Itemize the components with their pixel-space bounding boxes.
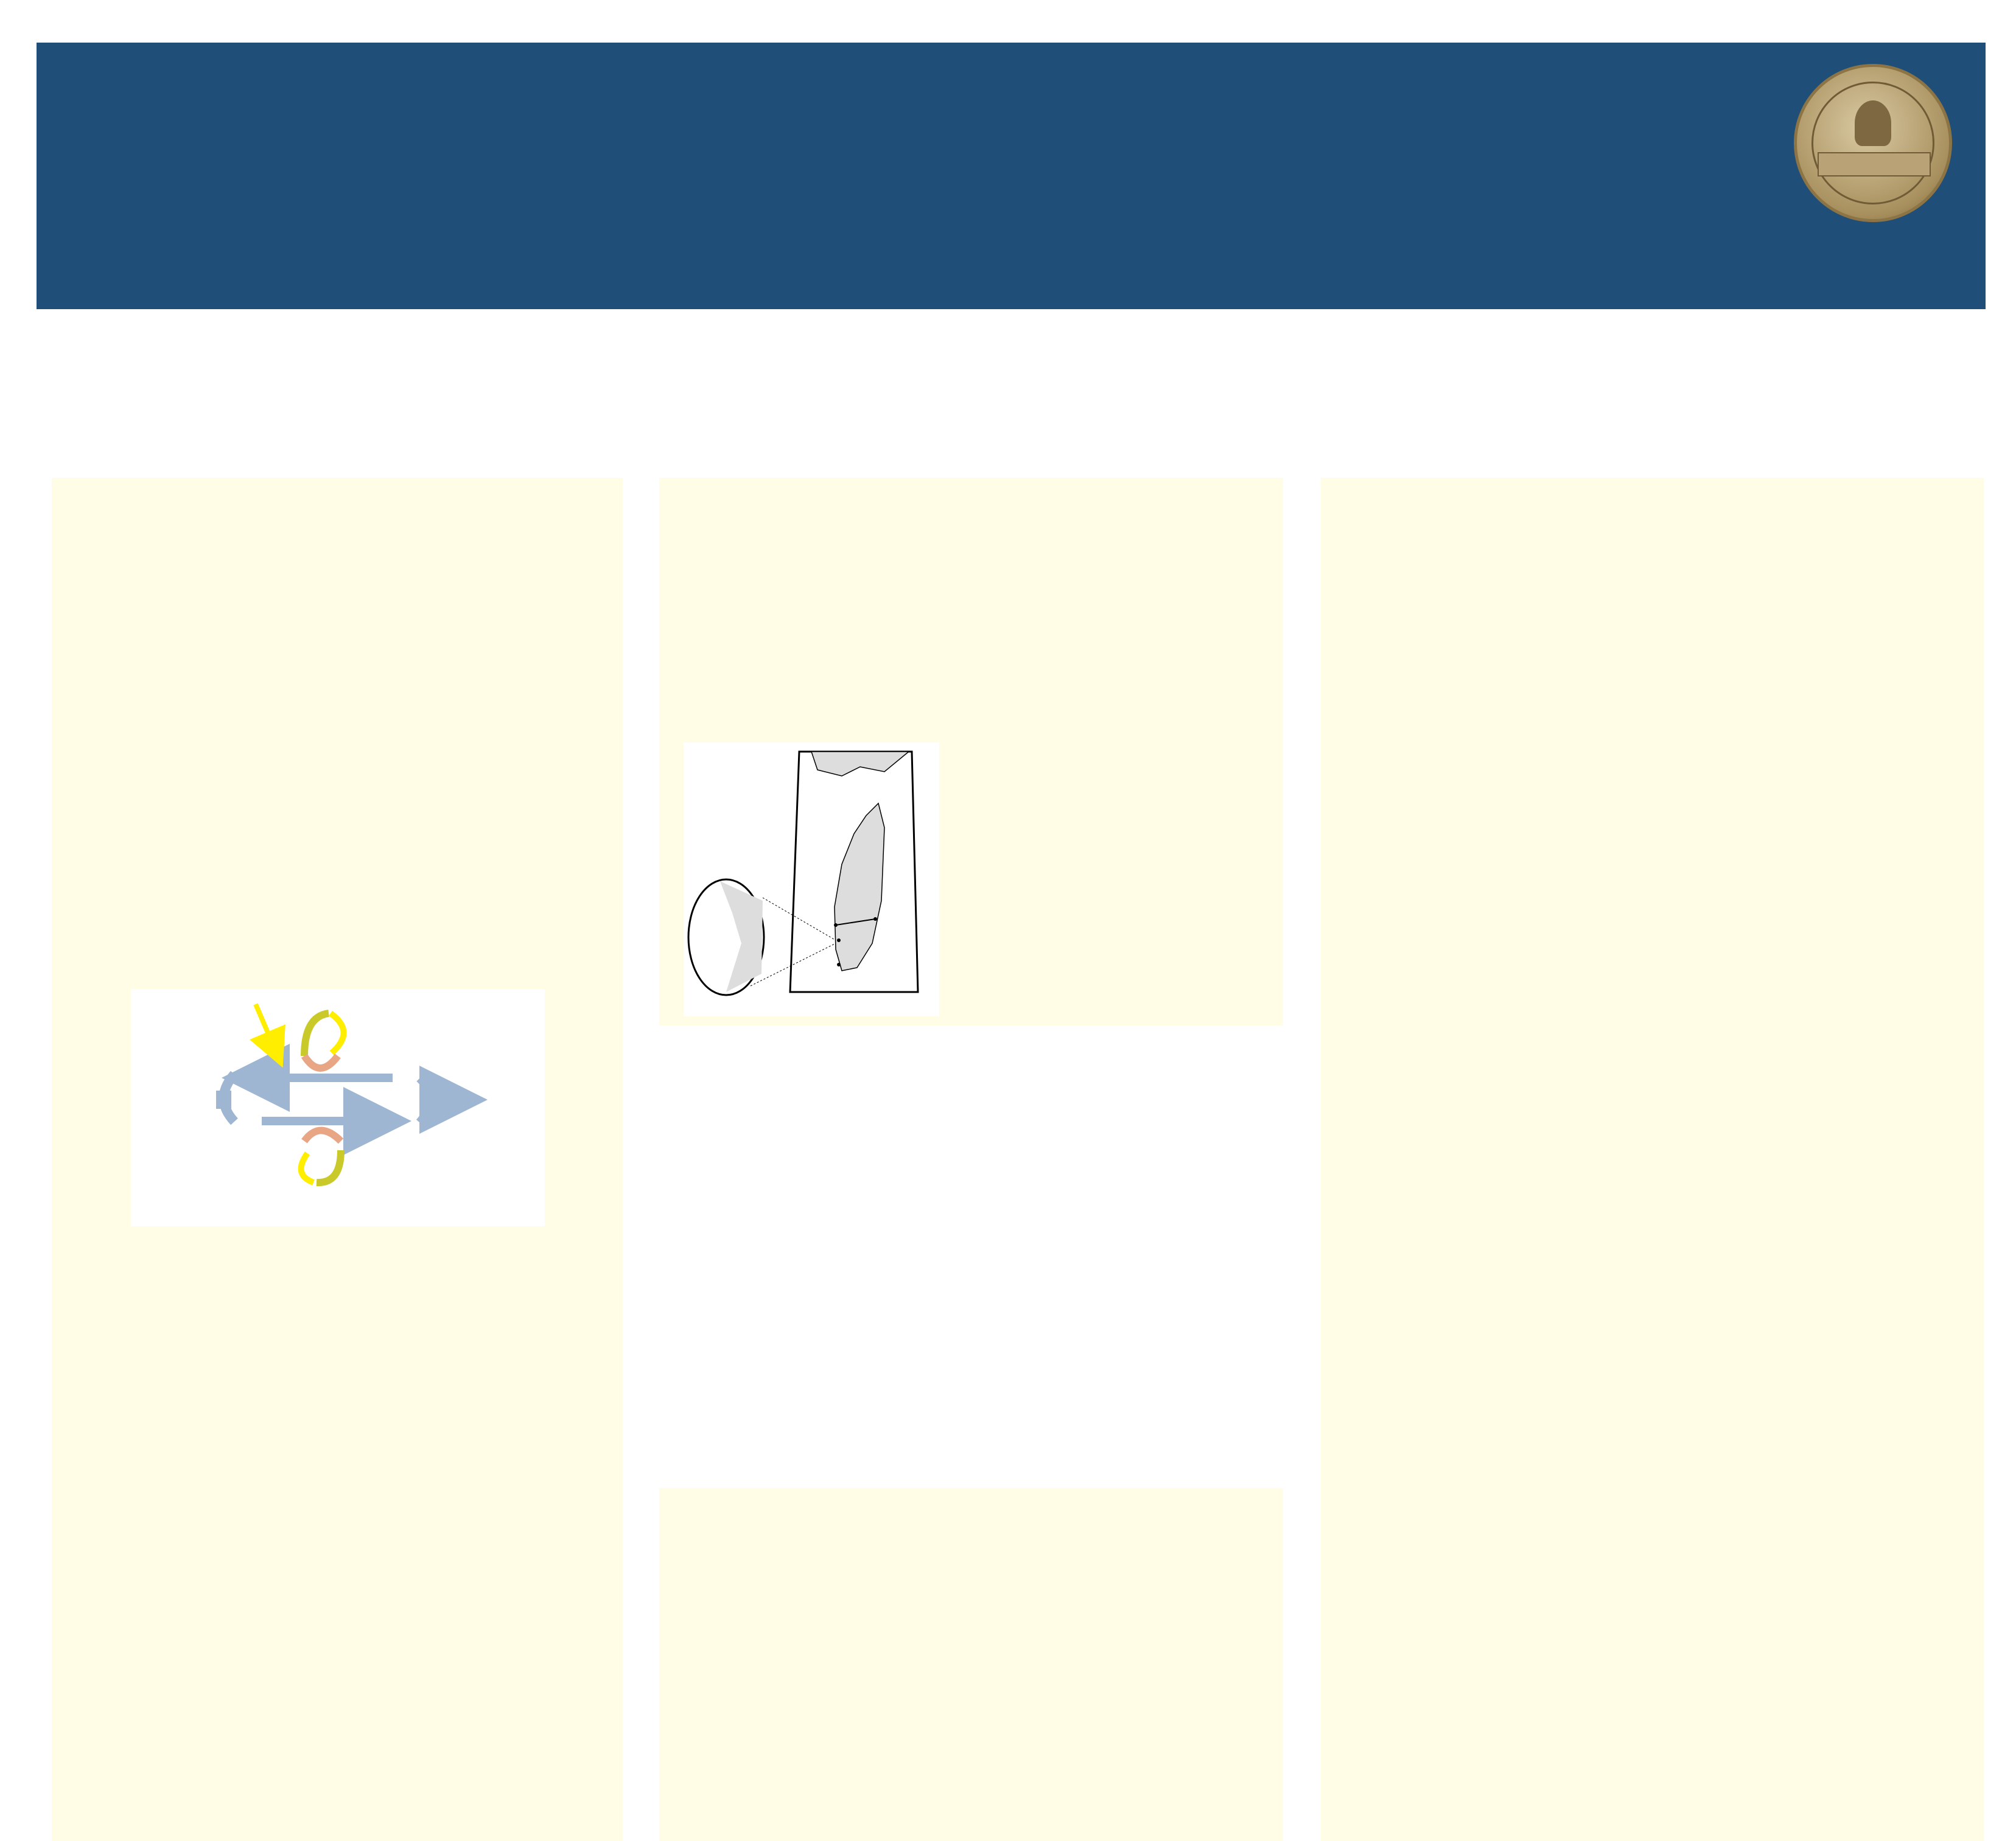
figure-3-chart (659, 1025, 1283, 1488)
seal-band (1818, 152, 1931, 176)
ozone-timeseries-chart (659, 1025, 1283, 1488)
introduction-panel (52, 478, 623, 1841)
figure-2-map (684, 742, 939, 1016)
trajectory-panel (1321, 478, 1984, 1841)
photochemistry-cycle-diagram (131, 989, 545, 1226)
university-seal-logo (1794, 64, 1952, 222)
figure-1-diagram (131, 989, 545, 1226)
title-banner (37, 43, 1986, 309)
tree-icon (1855, 100, 1891, 146)
analysis-panel (659, 478, 1283, 1841)
